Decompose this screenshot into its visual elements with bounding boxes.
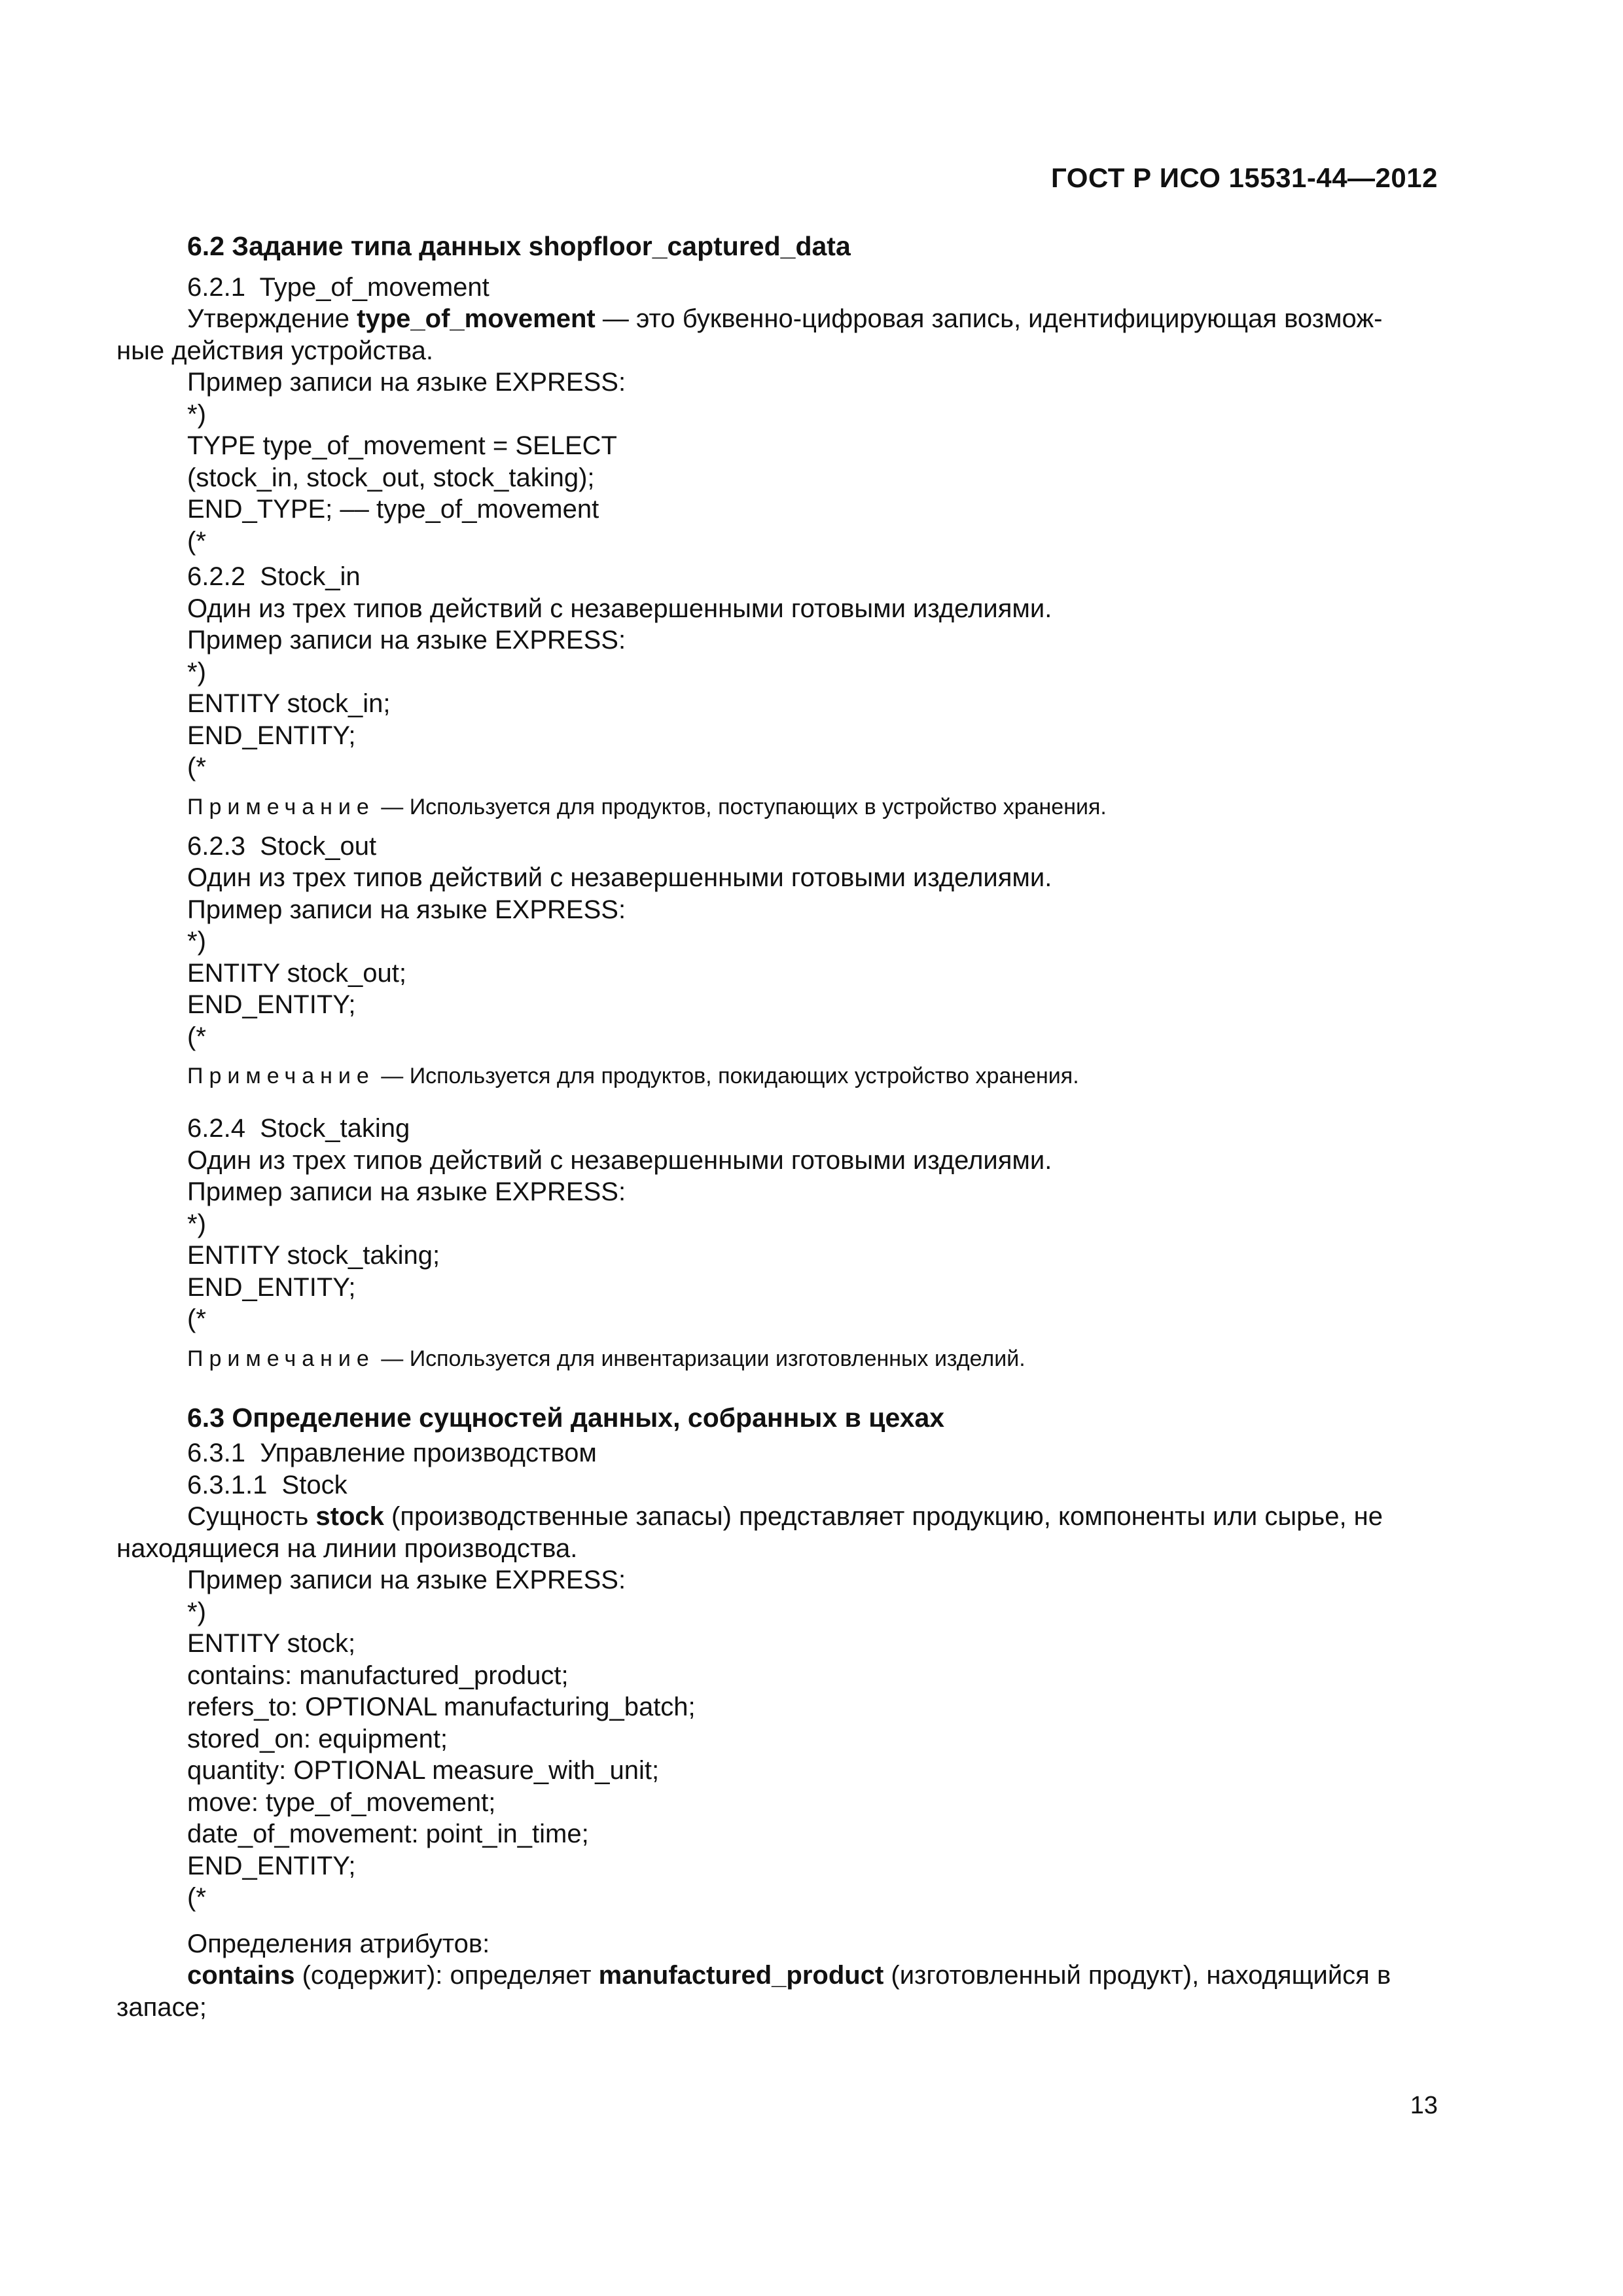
note-text: — Используется для продуктов, поступающих в устройство хранения.: [374, 794, 1107, 819]
code-line: END_ENTITY;: [187, 990, 356, 1019]
text-run: Сущность: [187, 1502, 316, 1531]
code-line: stored_on: equipment;: [187, 1724, 448, 1753]
code-line: move: type_of_movement;: [187, 1787, 496, 1817]
paragraph-continuation: находящиеся на линии производства.: [116, 1534, 578, 1563]
code-line: (*: [187, 753, 206, 781]
paragraph-stock: [116, 1501, 1438, 1533]
subsection-6-3-1-1-title: 6.3.1.1 Stock: [187, 1470, 348, 1499]
code-line: *): [187, 1597, 206, 1626]
term-type-of-movement: type_of_movement: [357, 304, 596, 333]
code-line: *): [187, 399, 206, 429]
code-line: ENTITY stock_in;: [187, 689, 391, 718]
text-run: (производственные запасы) представляет продукцию, компоненты или сырье, не: [383, 1502, 1383, 1531]
subsection-6-3-1-title: 6.3.1 Управление производством: [187, 1439, 597, 1467]
note-label: Примечание: [187, 794, 375, 819]
note-6-2-3: [116, 1062, 1438, 1090]
code-line: (stock_in, stock_out, stock_taking);: [187, 463, 595, 492]
code-line: contains: manufactured_product;: [187, 1660, 569, 1690]
note-label: Примечание: [187, 1346, 375, 1371]
text-run: — это буквенно-цифровая запись, идентифицирующая возмож-: [595, 304, 1383, 333]
text-run: (содержит): определяет: [294, 1961, 599, 1990]
note-label: Примечание: [187, 1064, 375, 1088]
code-line: (*: [187, 526, 206, 556]
example-label: Пример записи на языке EXPRESS:: [187, 1566, 626, 1594]
code-line: END_ENTITY;: [187, 721, 356, 750]
example-label: Пример записи на языке EXPRESS:: [187, 895, 626, 924]
page-number: 13: [1410, 2092, 1438, 2119]
code-line: *): [187, 1209, 206, 1238]
term-contains: contains: [187, 1961, 295, 1990]
section-6-3-title: 6.3 Определение сущностей данных, собранных в цехах: [187, 1402, 945, 1433]
paragraph-6-2-1: [116, 303, 1438, 335]
attributes-title: Определения атрибутов:: [187, 1929, 490, 1958]
code-line: ENTITY stock;: [187, 1629, 356, 1658]
example-label: Пример записи на языке EXPRESS:: [187, 1177, 626, 1206]
code-line: ENTITY stock_taking;: [187, 1241, 440, 1270]
note-text: — Используется для инвентаризации изготовленных изделий.: [374, 1346, 1026, 1371]
subsection-6-2-4-title: 6.2.4 Stock_taking: [187, 1114, 410, 1143]
term-stock: stock: [315, 1502, 384, 1531]
subsection-6-2-2-title: 6.2.2 Stock_in: [187, 562, 361, 591]
code-line: refers_to: OPTIONAL manufacturing_batch;: [187, 1693, 696, 1721]
note-text: — Используется для продуктов, покидающих устройство хранения.: [374, 1064, 1079, 1088]
code-line: END_ENTITY;: [187, 1272, 356, 1302]
code-line: (*: [187, 1022, 206, 1051]
code-line: *): [187, 657, 206, 687]
document-id: ГОСТ Р ИСО 15531-44—2012: [1051, 162, 1438, 193]
code-line: END_ENTITY;: [187, 1851, 356, 1880]
code-line: date_of_movement: point_in_time;: [187, 1820, 589, 1848]
term-manufactured-product: manufactured_product: [598, 1961, 884, 1990]
note-6-2-4: [116, 1344, 1438, 1373]
paragraph-continuation: запасе;: [116, 1992, 207, 2022]
definition-text: Один из трех типов действий с незавершенными готовыми изделиями.: [187, 863, 1052, 892]
code-line: (*: [187, 1304, 206, 1333]
page-content: [116, 230, 1438, 2023]
example-label: Пример записи на языке EXPRESS:: [187, 626, 626, 655]
code-line: ENTITY stock_out;: [187, 958, 406, 988]
definition-text: Один из трех типов действий с незавершенными готовыми изделиями.: [187, 594, 1052, 623]
subsection-6-2-3-title: 6.2.3 Stock_out: [187, 831, 377, 861]
code-line: *): [187, 927, 206, 956]
text-run: (изготовленный продукт), находящийся в: [883, 1961, 1391, 1990]
example-label: Пример записи на языке EXPRESS:: [187, 368, 626, 397]
text-run: Утверждение: [187, 304, 357, 333]
code-line: quantity: OPTIONAL measure_with_unit;: [187, 1756, 660, 1785]
code-line: END_TYPE; –– type_of_movement: [187, 495, 599, 524]
code-line: (*: [187, 1883, 206, 1912]
paragraph-continuation: ные действия устройства.: [116, 336, 434, 365]
code-line: TYPE type_of_movement = SELECT: [187, 431, 617, 460]
definition-text: Один из трех типов действий с незавершенными готовыми изделиями.: [187, 1145, 1052, 1175]
note-6-2-2: [116, 793, 1438, 821]
subsection-6-2-1-title: 6.2.1 Type_of_movement: [187, 272, 490, 302]
attribute-contains-definition: [116, 1960, 1438, 1992]
section-6-2-title: 6.2 Задание типа данных shopfloor_captured_data: [187, 231, 851, 261]
